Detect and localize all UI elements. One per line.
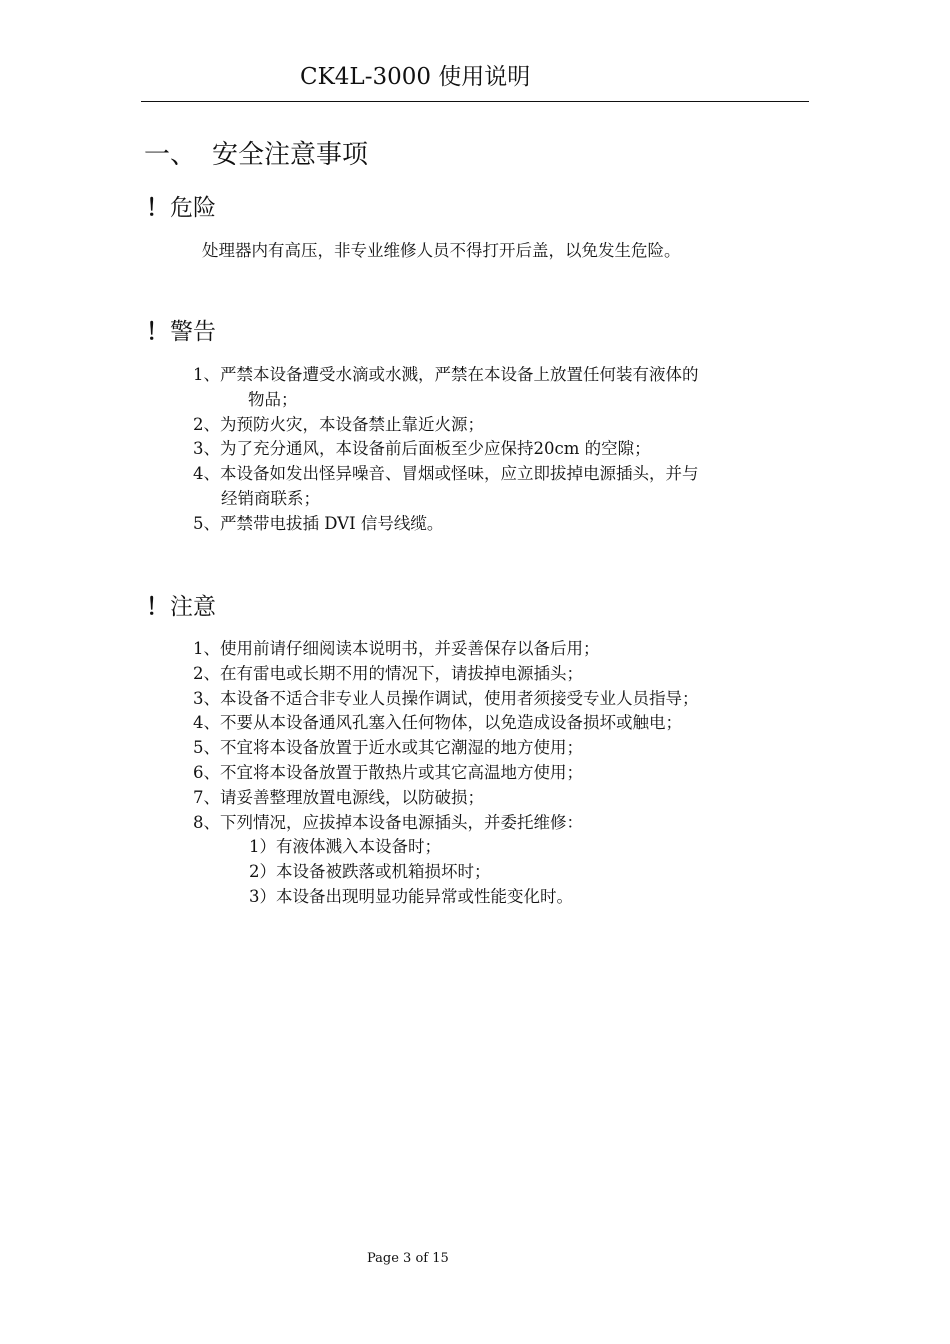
list-item: 5、不宜将本设备放置于近水或其它潮湿的地方使用； xyxy=(193,738,583,758)
list-item: 5、严禁带电拔插 DVI 信号线缆。 xyxy=(193,513,444,533)
list-item: 1、严禁本设备遭受水滴或水溅，严禁在本设备上放置任何装有液体的 xyxy=(193,365,699,384)
danger-heading xyxy=(146,193,216,223)
header-divider xyxy=(141,101,809,102)
sub-list-item: 2）本设备被跌落或机箱损坏时； xyxy=(249,861,491,881)
warning-list xyxy=(193,363,699,537)
list-item: 6、不宜将本设备放置于散热片或其它高温地方使用； xyxy=(193,762,583,782)
section-heading xyxy=(144,138,368,172)
list-item: 经销商联系； xyxy=(221,488,320,508)
danger-heading-label: 危险 xyxy=(170,195,216,221)
document-title: CK4L-3000 使用说明 xyxy=(300,64,531,90)
list-item: 2、为预防火灾，本设备禁止靠近火源； xyxy=(193,414,484,434)
list-item: 3、本设备不适合非专业人员操作调试，使用者须接受专业人员指导； xyxy=(193,688,699,708)
list-item: 4、本设备如发出怪异噪音、冒烟或怪味，应立即拔掉电源插头，并与 xyxy=(193,464,699,484)
list-item: 2、在有雷电或长期不用的情况下，请拔掉电源插头； xyxy=(193,663,583,683)
caution-mark: ！ xyxy=(146,593,169,620)
list-item: 8、下列情况，应拔掉本设备电源插头，并委托维修： xyxy=(193,812,583,832)
danger-text: 处理器内有高压，非专业维修人员不得打开后盖，以免发生危险。 xyxy=(202,241,681,260)
page-number: Page 3 of 15 xyxy=(367,1251,449,1266)
list-item: 1、使用前请仔细阅读本说明书，并妥善保存以备后用； xyxy=(193,639,600,658)
list-item: 7、请妥善整理放置电源线，以防破损； xyxy=(193,787,484,807)
caution-heading xyxy=(146,592,216,622)
list-item: 物品； xyxy=(248,389,298,409)
sub-list-item: 1）有液体溅入本设备时； xyxy=(249,837,441,856)
list-item: 3、为了充分通风，本设备前后面板至少应保持20cm 的空隙； xyxy=(193,439,651,459)
warning-heading xyxy=(146,317,216,347)
sub-list-item: 3）本设备出现明显功能异常或性能变化时。 xyxy=(249,886,573,906)
warning-mark: ！ xyxy=(146,318,169,345)
page-header xyxy=(0,62,950,96)
section-title: 安全注意事项 xyxy=(212,140,369,170)
danger-mark: ！ xyxy=(146,194,169,221)
list-item: 4、不要从本设备通风孔塞入任何物体，以免造成设备损坏或触电； xyxy=(193,713,682,733)
section-number: 一、 xyxy=(144,140,197,170)
caution-sublist xyxy=(193,835,573,909)
warning-heading-label: 警告 xyxy=(170,319,216,345)
caution-list xyxy=(193,637,699,835)
caution-heading-label: 注意 xyxy=(170,594,216,620)
